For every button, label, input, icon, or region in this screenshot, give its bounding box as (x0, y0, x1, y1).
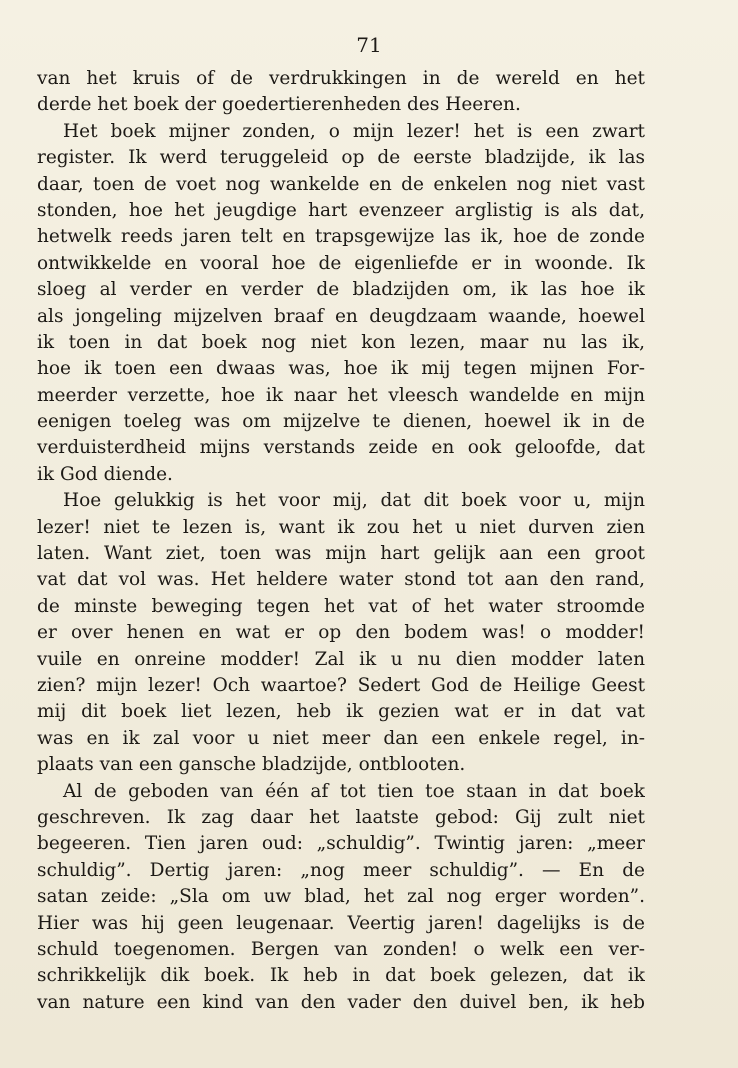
text-line: ik toen in dat boek nog niet kon lezen, maar nu las ik, (37, 331, 645, 353)
text-line: laten. Want ziet, toen was mijn hart gelijk aan een groot (37, 543, 645, 565)
text-line: schrikkelijk dik boek. Ik heb in dat boek gelezen, dat ik (37, 965, 645, 987)
text-line: schuld toegenomen. Bergen van zonden! o welk een ver- (37, 938, 645, 960)
text-line: ontwikkelde en vooral hoe de eigenliefde er in woonde. Ik (37, 252, 645, 274)
text-line: van nature een kind van den vader den duivel ben, ik heb (37, 991, 645, 1013)
text-line: verduisterdheid mijns verstands zeide en ook geloofde, dat (37, 437, 645, 459)
text-line: satan zeide: „Sla om uw blad, het zal nog erger worden”. (37, 886, 645, 908)
text-line: schuldig”. Dertig jaren: „nog meer schuldig”. — En de (37, 859, 645, 881)
text-line: sloeg al verder en verder de bladzijden om, ik las hoe ik (37, 279, 645, 301)
text-line: meerder verzette, hoe ik naar het vleesch wandelde en mijn (37, 384, 645, 406)
text-line: vuile en onreine modder! Zal ik u nu dien modder laten (37, 648, 645, 670)
text-line: register. Ik werd teruggeleid op de eerste bladzijde, ik las (37, 147, 645, 169)
text-line: mij dit boek liet lezen, heb ik gezien wat er in dat vat (37, 701, 645, 723)
body-text (37, 66, 645, 1016)
text-line: ik God diende. (37, 463, 173, 485)
text-line: vat dat vol was. Het heldere water stond tot aan den rand, (37, 569, 645, 591)
text-line: eenigen toeleg was om mijzelve te dienen, hoewel ik in de (37, 411, 645, 433)
text-line: er over henen en wat er op den bodem was! o modder! (37, 622, 645, 644)
text-line: Hier was hij geen leugenaar. Veertig jaren! dagelijks is de (37, 912, 645, 934)
page-number: 71 (356, 33, 382, 57)
text-line: zien? mijn lezer! Och waartoe? Sedert God de Heilige Geest (37, 674, 645, 696)
text-line: Al de geboden van één af tot tien toe staan in dat boek (63, 780, 645, 802)
text-line: derde het boek der goedertierenheden des Heeren. (37, 94, 521, 116)
text-line: van het kruis of de verdrukkingen in de wereld en het (37, 68, 645, 89)
text-line: was en ik zal voor u niet meer dan een enkele regel, in- (37, 727, 645, 749)
text-line: Hoe gelukkig is het voor mij, dat dit boek voor u, mijn (63, 490, 645, 512)
text-line: de minste beweging tegen het vat of het water stroomde (37, 595, 645, 617)
text-line: begeeren. Tien jaren oud: „schuldig”. Twintig jaren: „meer (37, 833, 645, 855)
text-line: Het boek mijner zonden, o mijn lezer! het is een zwart (63, 120, 645, 142)
text-line: hoe ik toen een dwaas was, hoe ik mij tegen mijnen For- (37, 358, 645, 380)
text-line: als jongeling mijzelven braaf en deugdzaam waande, hoewel (37, 305, 645, 327)
text-line: stonden, hoe het jeugdige hart evenzeer arglistig is als dat, (37, 199, 645, 221)
text-line: hetwelk reeds jaren telt en trapsgewijze las ik, hoe de zonde (37, 226, 645, 248)
text-line: lezer! niet te lezen is, want ik zou het u niet durven zien (37, 516, 645, 538)
text-line: geschreven. Ik zag daar het laatste gebod: Gij zult niet (37, 806, 645, 828)
text-line: daar, toen de voet nog wankelde en de enkelen nog niet vast (37, 173, 645, 195)
text-line: plaats van een gansche bladzijde, ontblooten. (37, 754, 466, 776)
